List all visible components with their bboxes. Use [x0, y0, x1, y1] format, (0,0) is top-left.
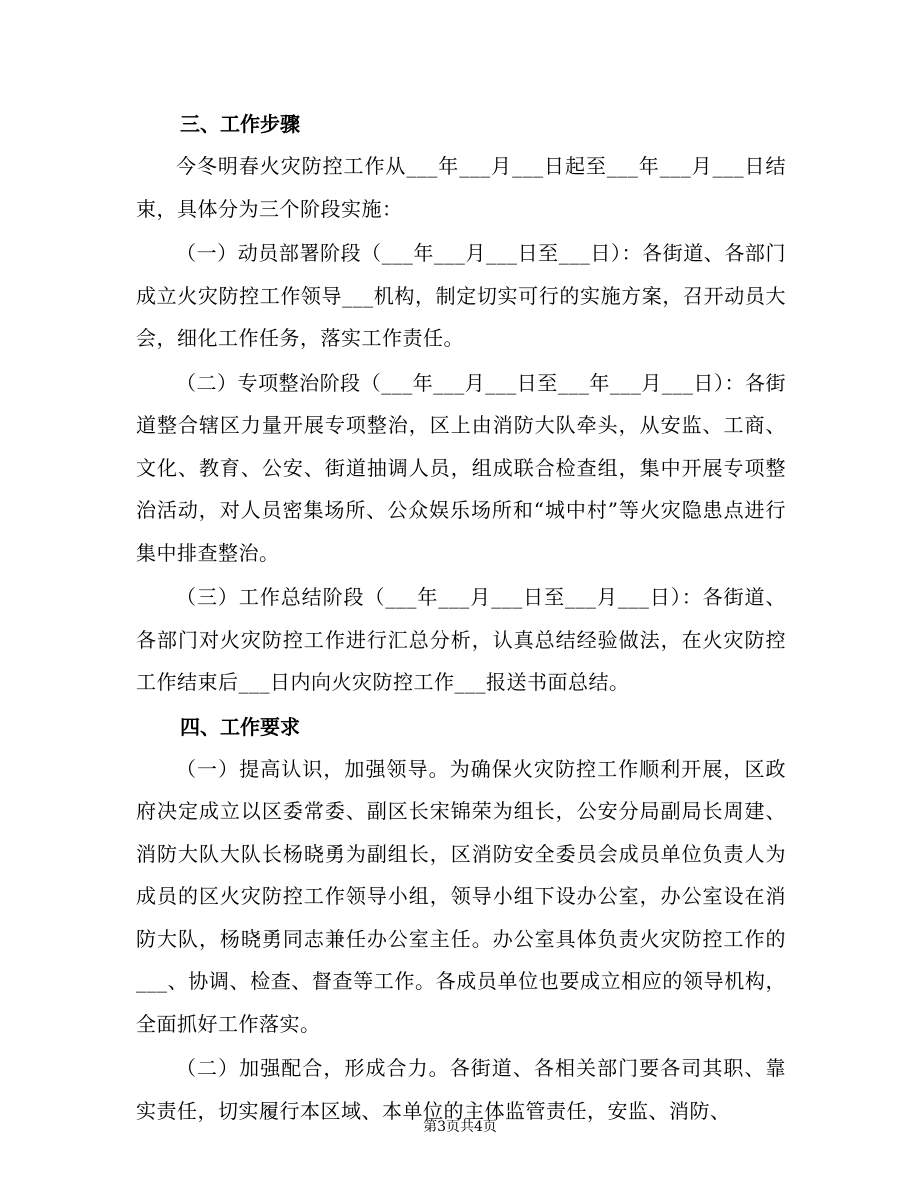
paragraph-phase-rectification: （二）专项整治阶段（___年___月___日至___年___月___日）：各街道整合辖区力量开展专项整治，区上由消防大队牵头，从安监、工商、文化、教育、公安、街道抽调人员，组成联合检查组，集中开展专项整治活动，对人员密集场所、公众娱乐场所和“城中村”等火灾隐患点进行集中排查整治。 — [136, 370, 786, 565]
section-heading-steps: 三、工作步骤 — [180, 112, 300, 136]
page-footer: 第3页共4页 — [423, 1119, 497, 1135]
paragraph-phase-mobilization: （一）动员部署阶段（___年___月___日至___日）：各街道、各部门成立火灾防控工作领导___机构，制定切实可行的实施方案，召开动员大会，细化工作任务，落实工作责任。 — [136, 241, 786, 350]
paragraph-phase-summary: （三）工作总结阶段（___年___月___日至___月___日）：各街道、各部门对火灾防控工作进行汇总分析，认真总结经验做法，在火灾防控工作结束后___日内向火灾防控工作___报送书面总结。 — [136, 585, 786, 694]
paragraph-leadership: （一）提高认识，加强领导。为确保火灾防控工作顺利开展，区政府决定成立以区委常委、副区长宋锦荣为组长，公安分局副局长周建、消防大队大队长杨晓勇为副组长，区消防安全委员会成员单位负责人为成员的区火灾防控工作领导小组，领导小组下设办公室，办公室设在消防大队，杨晓勇同志兼任办公室主任。办公室具体负责火灾防控工作的___、协调、检查、督查等工作。各成员单位也要成立相应的领导机构，全面抓好工作落实。 — [136, 756, 786, 1036]
paragraph-cooperation: （二）加强配合，形成合力。各街道、各相关部门要各司其职、靠实责任，切实履行本区域、本单位的主体监管责任，安监、消防、 — [136, 1056, 786, 1123]
paragraph-schedule: 今冬明春火灾防控工作从___年___月___日起至___年___月___日结束，具体分为三个阶段实施： — [136, 154, 786, 221]
document-body — [136, 103, 786, 1134]
section-heading-requirements: 四、工作要求 — [180, 714, 300, 739]
